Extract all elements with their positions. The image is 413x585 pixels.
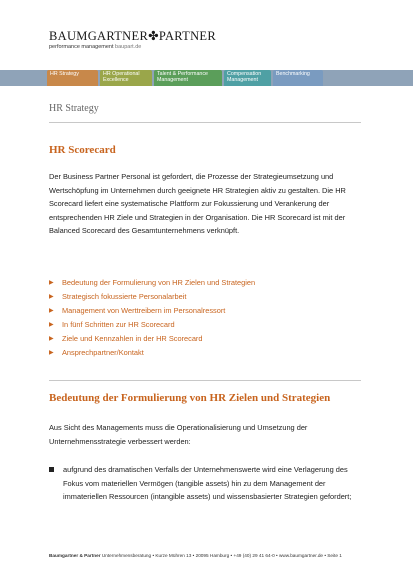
toc-link[interactable] [49,318,255,332]
tab-hr-operational-excellence[interactable] [100,70,152,86]
toc-link[interactable] [49,346,255,360]
triangle-right-icon: ▶ [49,308,54,314]
tab-label-1: HR Operational [103,71,140,77]
tab-hr-strategy[interactable] [47,70,98,86]
toc-link-label: Strategisch fokussierte Personalarbeit [62,292,187,301]
tagline-domain: baupart.de [115,44,142,50]
tab-label-1: Talent & Performance [157,71,208,77]
toc-link[interactable] [49,290,255,304]
triangle-right-icon: ▶ [49,280,54,286]
toc-link-label: Ziele und Kennzahlen in der HR Scorecard [62,334,203,343]
triangle-right-icon: ▶ [49,322,54,328]
page-title: HR Scorecard [49,144,116,156]
tab-label-2: Excellence [103,77,129,83]
divider [49,380,361,381]
toc-link-label: Management von Werttreibern im Personalressort [62,306,226,315]
toc-link-label: In fünf Schritten zur HR Scorecard [62,320,175,329]
tab-label-2: Management [157,77,188,83]
triangle-right-icon: ▶ [49,294,54,300]
triangle-right-icon: ▶ [49,350,54,356]
company-logo [49,30,216,51]
tab-talent-performance-management[interactable] [154,70,222,86]
toc-link-label: Bedeutung der Formulierung von HR Zielen und Strategien [62,278,256,287]
triangle-right-icon: ▶ [49,336,54,342]
square-bullet-icon [49,467,54,472]
footer-company: Baumgartner & Partner [49,553,101,558]
table-of-contents [49,276,255,360]
tab-label-1: Benchmarking [276,71,310,77]
logo-tagline [49,44,216,51]
toc-link-label: Ansprechpartner/Kontakt [62,348,144,357]
footer-details: Unternehmensberatung • Kurze Mühren 13 • 20095 Hamburg • +49 (40) 29 41 64-0 • www.baumgartner.de • Seite 1 [101,553,342,558]
tab-label-2: Management [227,77,258,83]
tab-compensation-management[interactable] [224,70,271,86]
toc-link[interactable] [49,276,255,290]
subsection-title: Bedeutung der Formulierung von HR Zielen und Strategien [49,392,331,404]
page-footer [49,553,367,558]
intro-paragraph: Der Business Partner Personal ist gefordert, die Prozesse der Strategieumsetzung und Wertschöpfung im Unternehmen durch geeignete HR Strategien aktiv zu gestalten. Die HR Scorecard liefert eine systematische Plattform zur Fokussierung und Verankerung der entsprechenden HR Ziele und Strategien in der Organisation. Die HR Scorecard ist mit der Balanced Scorecard des Gesamtunternehmens verknüpft. [49,172,346,236]
toc-link[interactable] [49,304,255,318]
tab-label-1: HR Strategy [50,71,79,77]
tagline-text: performance management [49,44,114,50]
tab-benchmarking[interactable] [273,70,323,86]
tab-label-1: Compensation [227,71,262,77]
divider [49,122,361,123]
bullet-item [49,463,367,504]
section-heading: HR Strategy [49,103,99,114]
bullet-text: aufgrund des dramatischen Verfalls der Unternehmenswerte wird eine Verlagerung des Fokus vom materiellen Vermögen (tangible assets) hin zu dem Management der immateriellen Ressourcen (intangible assets) und wissensbasierter Strategien gefordert; [63,465,352,502]
logo-wordmark: BAUMGARTNER✤PARTNER [49,29,217,43]
toc-link[interactable] [49,332,255,346]
subsection-intro: Aus Sicht des Managements muss die Operationalisierung und Umsetzung der Unternehmensstrategie verbessert werden: [49,423,308,446]
